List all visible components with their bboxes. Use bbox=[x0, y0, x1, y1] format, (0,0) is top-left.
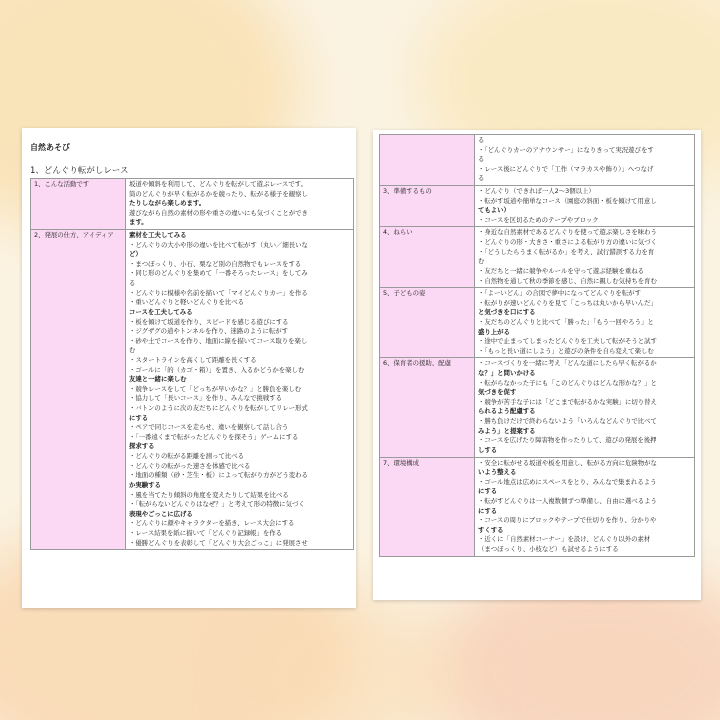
text-line: る bbox=[478, 155, 485, 164]
text-line: コースを工夫してみる bbox=[129, 307, 193, 316]
text-line: ・転がらなかった子にも「このどんぐりはどんな形かな？」と bbox=[478, 378, 657, 387]
table-row bbox=[380, 457, 695, 556]
text-line: しする bbox=[478, 445, 498, 454]
text-line: ・転がす坂道や簡単なコース（園庭の斜面・板を傾けて用意し bbox=[478, 196, 657, 205]
text-line: ・コースを区切るためのテープやブロック bbox=[478, 215, 599, 224]
text-line: ・どんぐりの転がる距離を測って比べる bbox=[129, 452, 245, 461]
text-line: ・板を傾けて坂道を作り、スピードを感じる遊びにする bbox=[129, 317, 289, 326]
plan-table-right bbox=[379, 134, 695, 557]
text-line: ・まつぼっくり、小石、栗など別の自然物でもレースをする bbox=[129, 259, 302, 268]
text-line: ・コースを広げたり障害物を作ったりして、遊びの発展を後押 bbox=[478, 436, 657, 445]
text-line: てもよい） bbox=[478, 206, 510, 215]
text-line: る bbox=[129, 279, 136, 288]
table-row bbox=[380, 135, 695, 186]
row-content bbox=[475, 457, 695, 556]
row-content bbox=[475, 227, 695, 288]
text-line: ・ペアで同じコースを走らせ、違いを観察して話し合う bbox=[129, 423, 289, 432]
text-line: ・「どんぐりカーのアナウンサー」になりきって実況遊びをす bbox=[478, 145, 654, 154]
table-row bbox=[31, 179, 354, 230]
text-line: ・「もっと長い道にしよう」と遊びの条件を自ら変えて楽しむ bbox=[478, 346, 654, 355]
text-line: ・コースの周りにブロックやテープで仕切りを作り、分かりや bbox=[478, 516, 657, 525]
text-line: ・競争が苦手な子には「どこまで転がるかな実験」に切り替え bbox=[478, 397, 657, 406]
text-line: ・地面の種類（砂・芝生・板）によって転がり方がどう変わる bbox=[129, 471, 308, 480]
text-line: ・友だちのどんぐりと比べて「勝った」「もう一回やろう」と bbox=[478, 317, 654, 326]
text-line: む bbox=[478, 257, 485, 266]
text-line: ・バトンのように次の友だちにどんぐりを転がしてリレー形式 bbox=[129, 404, 308, 413]
document-page-right bbox=[373, 130, 701, 600]
activity-title: 1、どんぐり転がしレース bbox=[30, 166, 129, 176]
text-line: 坂道や傾斜を利用して、どんぐりを転がして遊ぶレースです。 bbox=[129, 180, 307, 188]
text-line: ・重いどんぐりと軽いどんぐりを比べる bbox=[129, 298, 245, 307]
row-label: 6、保育者の援助、配慮 bbox=[380, 358, 475, 457]
row-content bbox=[126, 179, 354, 230]
text-line: ・砂や土でコースを作り、地面に線を描いてコース取りを楽し bbox=[129, 336, 308, 345]
text-line: ・風を当てたり傾斜の角度を変えたりして結果を比べる bbox=[129, 490, 289, 499]
text-line: ・どんぐりに顔やキャラクターを描き、レース大会にする bbox=[129, 519, 295, 528]
text-line: と気づきを口にする bbox=[478, 308, 536, 317]
text-line: 盛り上がる bbox=[478, 327, 510, 336]
text-line: ・勝ち負けだけで終わらないよう「いろんなどんぐりで比べて bbox=[478, 417, 657, 426]
text-line: （まつぼっくり、小枝など）も試せるようにする bbox=[478, 544, 619, 553]
row-content bbox=[475, 135, 695, 186]
text-line: いよう整える bbox=[478, 468, 517, 477]
document-heading: 自然あそび bbox=[30, 143, 70, 152]
text-line: 友達と一緒に楽しむ bbox=[129, 375, 187, 384]
row-label: 5、子どもの姿 bbox=[380, 288, 475, 358]
table-row bbox=[380, 358, 695, 457]
plan-table-left bbox=[30, 178, 354, 550]
text-line: ・どんぐりの大小や形の違いを比べて転がす（丸い／細長いな bbox=[129, 240, 308, 249]
text-line: ・どんぐりの形・大きさ・重さによる転がり方の違いに気づく bbox=[478, 238, 657, 247]
text-line: ・レース結果を紙に描いて「どんぐり記録帳」を作る bbox=[129, 528, 283, 537]
row-label: 1、こんな活動です bbox=[31, 179, 126, 230]
text-line: ・「一番遠くまで転がったどんぐりを探そう」ゲームにする bbox=[129, 432, 299, 441]
text-line: ・どんぐり（できれば一人2～3個以上） bbox=[478, 187, 595, 196]
text-line: 探求する bbox=[129, 442, 155, 451]
text-line: ・ジグザグの道やトンネルを作り、迷路のように転がす bbox=[129, 327, 289, 336]
text-line: る bbox=[478, 174, 485, 183]
table-row bbox=[31, 230, 354, 550]
text-line: ・自然物を通して秋の季節を感じ、自然に親しむ気持ちを育む bbox=[478, 276, 657, 285]
text-line: ・競争レースをして「どっちが早いかな？」と勝負を楽しむ bbox=[129, 384, 302, 393]
text-line: ・安全に転がせる坂道や板を用意し、転がる方向に危険物がな bbox=[478, 458, 657, 467]
text-line: ・レース後にどんぐりで「工作（マラカスや飾り）」へつなげ bbox=[478, 164, 654, 173]
text-line: られるよう配慮する bbox=[478, 407, 536, 416]
text-line: む bbox=[129, 346, 136, 355]
text-line: にする bbox=[478, 506, 498, 515]
text-line: ・近くに「自然素材コーナー」を設け、どんぐり以外の素材 bbox=[478, 535, 651, 544]
text-line: ・友だちと一緒に競争やルールを守って遊ぶ経験を重ねる bbox=[478, 266, 645, 275]
row-label bbox=[380, 135, 475, 186]
table-row bbox=[380, 186, 695, 227]
text-line: にする bbox=[129, 413, 149, 422]
row-label: 4、ねらい bbox=[380, 227, 475, 288]
text-line: ・「どうしたらうまく転がるか」を考え、試行錯誤する力を育 bbox=[478, 247, 655, 256]
row-label: 7、環境構成 bbox=[380, 457, 475, 556]
table-row bbox=[380, 288, 695, 358]
row-label: 3、準備するもの bbox=[380, 186, 475, 227]
text-line: ・「転がらないどんぐりはなぜ？」と考えて形の特徴に気づく bbox=[129, 500, 305, 509]
text-line: 素材を工夫してみる bbox=[129, 231, 187, 240]
text-line: ・途中で止まってしまったどんぐりを工夫して転がそうと試す bbox=[478, 337, 657, 346]
text-line: ・協力して「長いコース」を作り、みんなで挑戦する bbox=[129, 394, 283, 403]
row-content bbox=[475, 186, 695, 227]
text-line: ・ゴールに「的（カゴ・箱）」を置き、入るかどうかを楽しむ bbox=[129, 365, 305, 374]
text-line: ・同じ形のどんぐりを集めて「一番そろったレース」をしてみ bbox=[129, 269, 308, 278]
text-line: 遊びながら自然の素材の形や重さの違いにも気づくことができ bbox=[129, 208, 308, 217]
text-line: か実験する bbox=[129, 480, 161, 489]
text-line: ・転がりが速いどんぐりを見て「こっちは丸いから早いんだ」 bbox=[478, 298, 657, 307]
text-line: ・コースづくりを一緒に考え「どんな道にしたら早く転がるか bbox=[478, 359, 657, 368]
text-line: ・スタートラインを高くして距離を長くする bbox=[129, 355, 257, 364]
text-line: 筒のどんぐりが早く転がるかを競ったり、転がる様子を観察し bbox=[129, 189, 308, 198]
text-line: 気づきを促す bbox=[478, 388, 517, 397]
text-line: る bbox=[478, 136, 485, 144]
row-label: 2、発展の仕方、アイディア bbox=[31, 230, 126, 550]
row-content bbox=[475, 288, 695, 358]
text-line: すくする bbox=[478, 525, 504, 534]
text-line: たりしながら楽しめます。 bbox=[129, 199, 206, 208]
text-line: ます。 bbox=[129, 218, 148, 227]
table-row bbox=[380, 227, 695, 288]
text-line: な？」と問いかける bbox=[478, 369, 536, 378]
text-line: ・どんぐりに模様や名前を描いて「マイどんぐりカー」を作る bbox=[129, 288, 308, 297]
row-content bbox=[475, 358, 695, 457]
text-line: ・転がすどんぐりは一人複数個ずつ準備し、自由に選べるよう bbox=[478, 496, 657, 505]
text-line: みよう」と提案する bbox=[478, 426, 536, 435]
text-line: ・どんぐりの転がった速さを体感で比べる bbox=[129, 461, 251, 470]
text-line: ・ゴール地点は広めにスペースをとり、みんなで集まれるよう bbox=[478, 477, 657, 486]
text-line: にする bbox=[478, 487, 498, 496]
document-page-left bbox=[22, 128, 356, 608]
text-line: ・身近な自然素材であるどんぐりを使って遊ぶ楽しさを味わう bbox=[478, 228, 657, 237]
text-line: ・優勝どんぐりを表彰して「どんぐり大会ごっこ」に発展させ bbox=[129, 538, 308, 547]
text-line: ・「よーいどん」の合図で夢中になってどんぐりを転がす bbox=[478, 289, 641, 298]
text-line: 表現やごっこに広げる bbox=[129, 509, 193, 518]
row-content bbox=[126, 230, 354, 550]
text-line: ど） bbox=[129, 250, 142, 259]
